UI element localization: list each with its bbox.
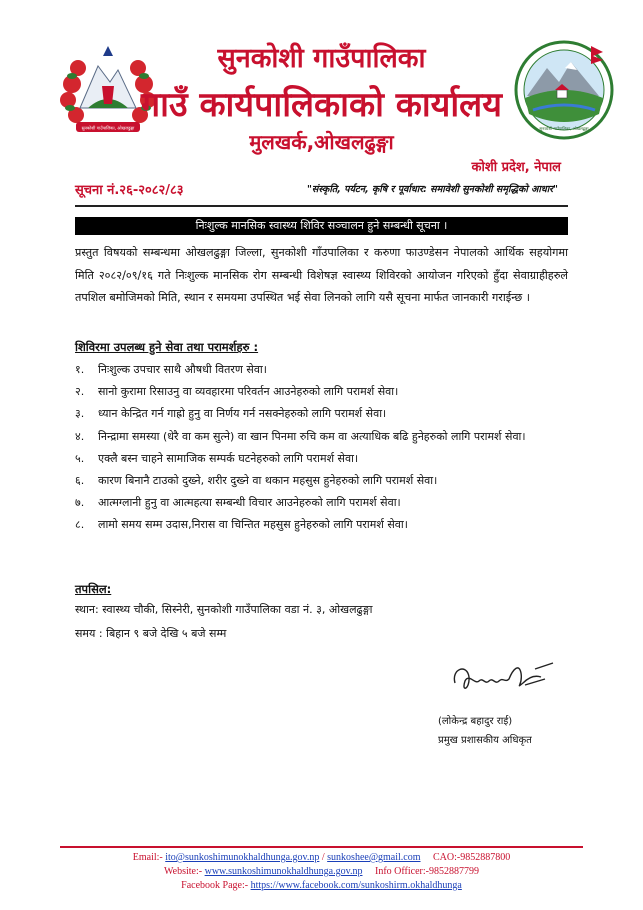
- service-text: आत्मग्लानी हुनु वा आत्महत्या सम्बन्धी विचार आउनेहरुको लागि परामर्श सेवा।: [98, 496, 401, 510]
- notice-number: सूचना नं.२६-२०८२/८३: [75, 183, 184, 198]
- footer-website-line: Website:- www.sunkoshimunokhaldhunga.gov.np Info Officer:-9852887799: [164, 866, 479, 877]
- footer-facebook-line: Facebook Page:- https://www.facebook.com/sunkoshirm.okhaldhunga: [181, 880, 462, 891]
- service-item: [75, 448, 575, 470]
- services-list: [75, 359, 575, 537]
- province: कोशी प्रदेश, नेपाल: [471, 160, 561, 175]
- venue-text: स्थान: स्वास्थ्य चौकी, सिस्नेरी, सुनकोशी गाउँपालिका वडा नं. ३, ओखलढुङ्गा: [75, 603, 373, 616]
- notice-body: प्रस्तुत विषयको सम्बन्धमा ओखलढुङ्गा जिल्ला, सुनकोशी गाँउपालिका र करुणा फाउण्डेसन नेपालको आर्थिक सहयोगमा मिति २०८२/०९/१६ गते निःशुल्क मानसिक रोग सम्बन्धी विशेषज्ञ स्वास्थ्य शिविरको आयोजन गरिएको हुँदा सेवाग्राहीहरुले तपशिल बमोजिमको मिति, स्थान र समयमा उपस्थित भई सेवा लिनको लागि यसै सूचना मार्फत जानकारी गराईन्छ ।: [75, 246, 568, 304]
- office-location: मुलखर्क,ओखलढुङ्गा: [249, 130, 394, 154]
- service-item: [75, 514, 575, 536]
- service-item: [75, 426, 575, 448]
- municipality-name: सुनकोशी गाउँपालिका: [217, 43, 426, 74]
- service-number: ३.: [75, 407, 85, 421]
- service-text: लामो समय सम्म उदास,निरास वा चिन्तित महसुस हुनेहरुको लागि परामर्श सेवा।: [98, 518, 408, 532]
- service-number: ४.: [75, 429, 85, 443]
- service-number: ६.: [75, 474, 85, 488]
- details-heading: तपसिल:: [75, 582, 112, 596]
- signatory-name: (लोकेन्द्र बहादुर राई): [438, 716, 513, 727]
- time-text: समय : बिहान ९ बजे देखि ५ बजे सम्म: [75, 627, 227, 640]
- email-link-ito[interactable]: ito@sunkoshimunokhaldhunga.gov.np: [165, 852, 320, 863]
- footer-divider: [60, 846, 583, 848]
- service-item: [75, 403, 575, 425]
- service-number: ८.: [75, 518, 85, 532]
- service-number: ५.: [75, 451, 85, 465]
- service-item: [75, 381, 575, 403]
- service-text: सानो कुरामा रिसाउनु वा व्यवहारमा परिवर्तन आउनेहरुको लागि परामर्श सेवा।: [98, 385, 399, 399]
- service-text: निन्द्रामा समस्या (धेरै वा कम सुत्ने) वा खान पिनमा रुचि कम वा अत्याधिक बढि हुनेहरुको लागि परामर्श सेवा।: [98, 429, 526, 443]
- service-item: [75, 470, 575, 492]
- service-item: [75, 359, 575, 381]
- footer-email-line: Email:- ito@sunkoshimunokhaldhunga.gov.np / sunkoshee@gmail.com CAO:-9852887800: [132, 852, 511, 863]
- service-number: ७.: [75, 496, 85, 510]
- service-item: [75, 492, 575, 514]
- service-text: कारण बिनानै टाउको दुख्ने, शरीर दुख्ने वा थकान महसुस हुनेहरुको लागि परामर्श सेवा।: [98, 474, 438, 488]
- email-link-gmail[interactable]: sunkoshee@gmail.com: [327, 852, 421, 863]
- office-name: गाउँ कार्यपालिकाको कार्यालय: [141, 85, 502, 125]
- notice-title: निःशुल्क मानसिक स्वास्थ्य शिविर सञ्चालन हुने सम्बन्धी सूचना ।: [75, 217, 568, 235]
- facebook-link[interactable]: https://www.facebook.com/sunkoshirm.okhaldhunga: [250, 880, 462, 891]
- slogan: "संस्कृति, पर्यटन, कृषि र पूर्वाधार: समावेशी सुनकोशी समृद्धिको आधार": [306, 184, 558, 195]
- signatory-block: [438, 712, 532, 750]
- service-number: २.: [75, 385, 85, 399]
- header-divider: [75, 205, 568, 207]
- service-text: ध्यान केन्द्रित गर्न गाह्रो हुनु वा निर्णय गर्न नसक्नेहरुको लागि परामर्श सेवा।: [98, 407, 387, 421]
- service-text: निःशुल्क उपचार साथै औषधी वितरण सेवा।: [98, 363, 267, 376]
- website-link[interactable]: www.sunkoshimunokhaldhunga.gov.np: [204, 866, 363, 877]
- signatory-title: प्रमुख प्रशासकीय अधिकृत: [438, 735, 532, 746]
- signature: [445, 655, 555, 705]
- svg-text:सुनकोशी गाउँपालिका, ओखलढुङ्गा: सुनकोशी गाउँपालिका, ओखलढुङ्गा: [81, 126, 135, 132]
- service-number: १.: [75, 363, 85, 376]
- svg-text:सुनकोशी गाउँपालिका, ओखलढुङ्गा: सुनकोशी गाउँपालिका, ओखलढुङ्गा: [539, 126, 589, 131]
- service-text: एक्लै बस्न चाहने सामाजिक सम्पर्क घटनेहरुको लागि परामर्श सेवा।: [98, 451, 359, 465]
- services-heading: शिविरमा उपलब्ध हुने सेवा तथा परामर्शहरु :: [75, 340, 259, 354]
